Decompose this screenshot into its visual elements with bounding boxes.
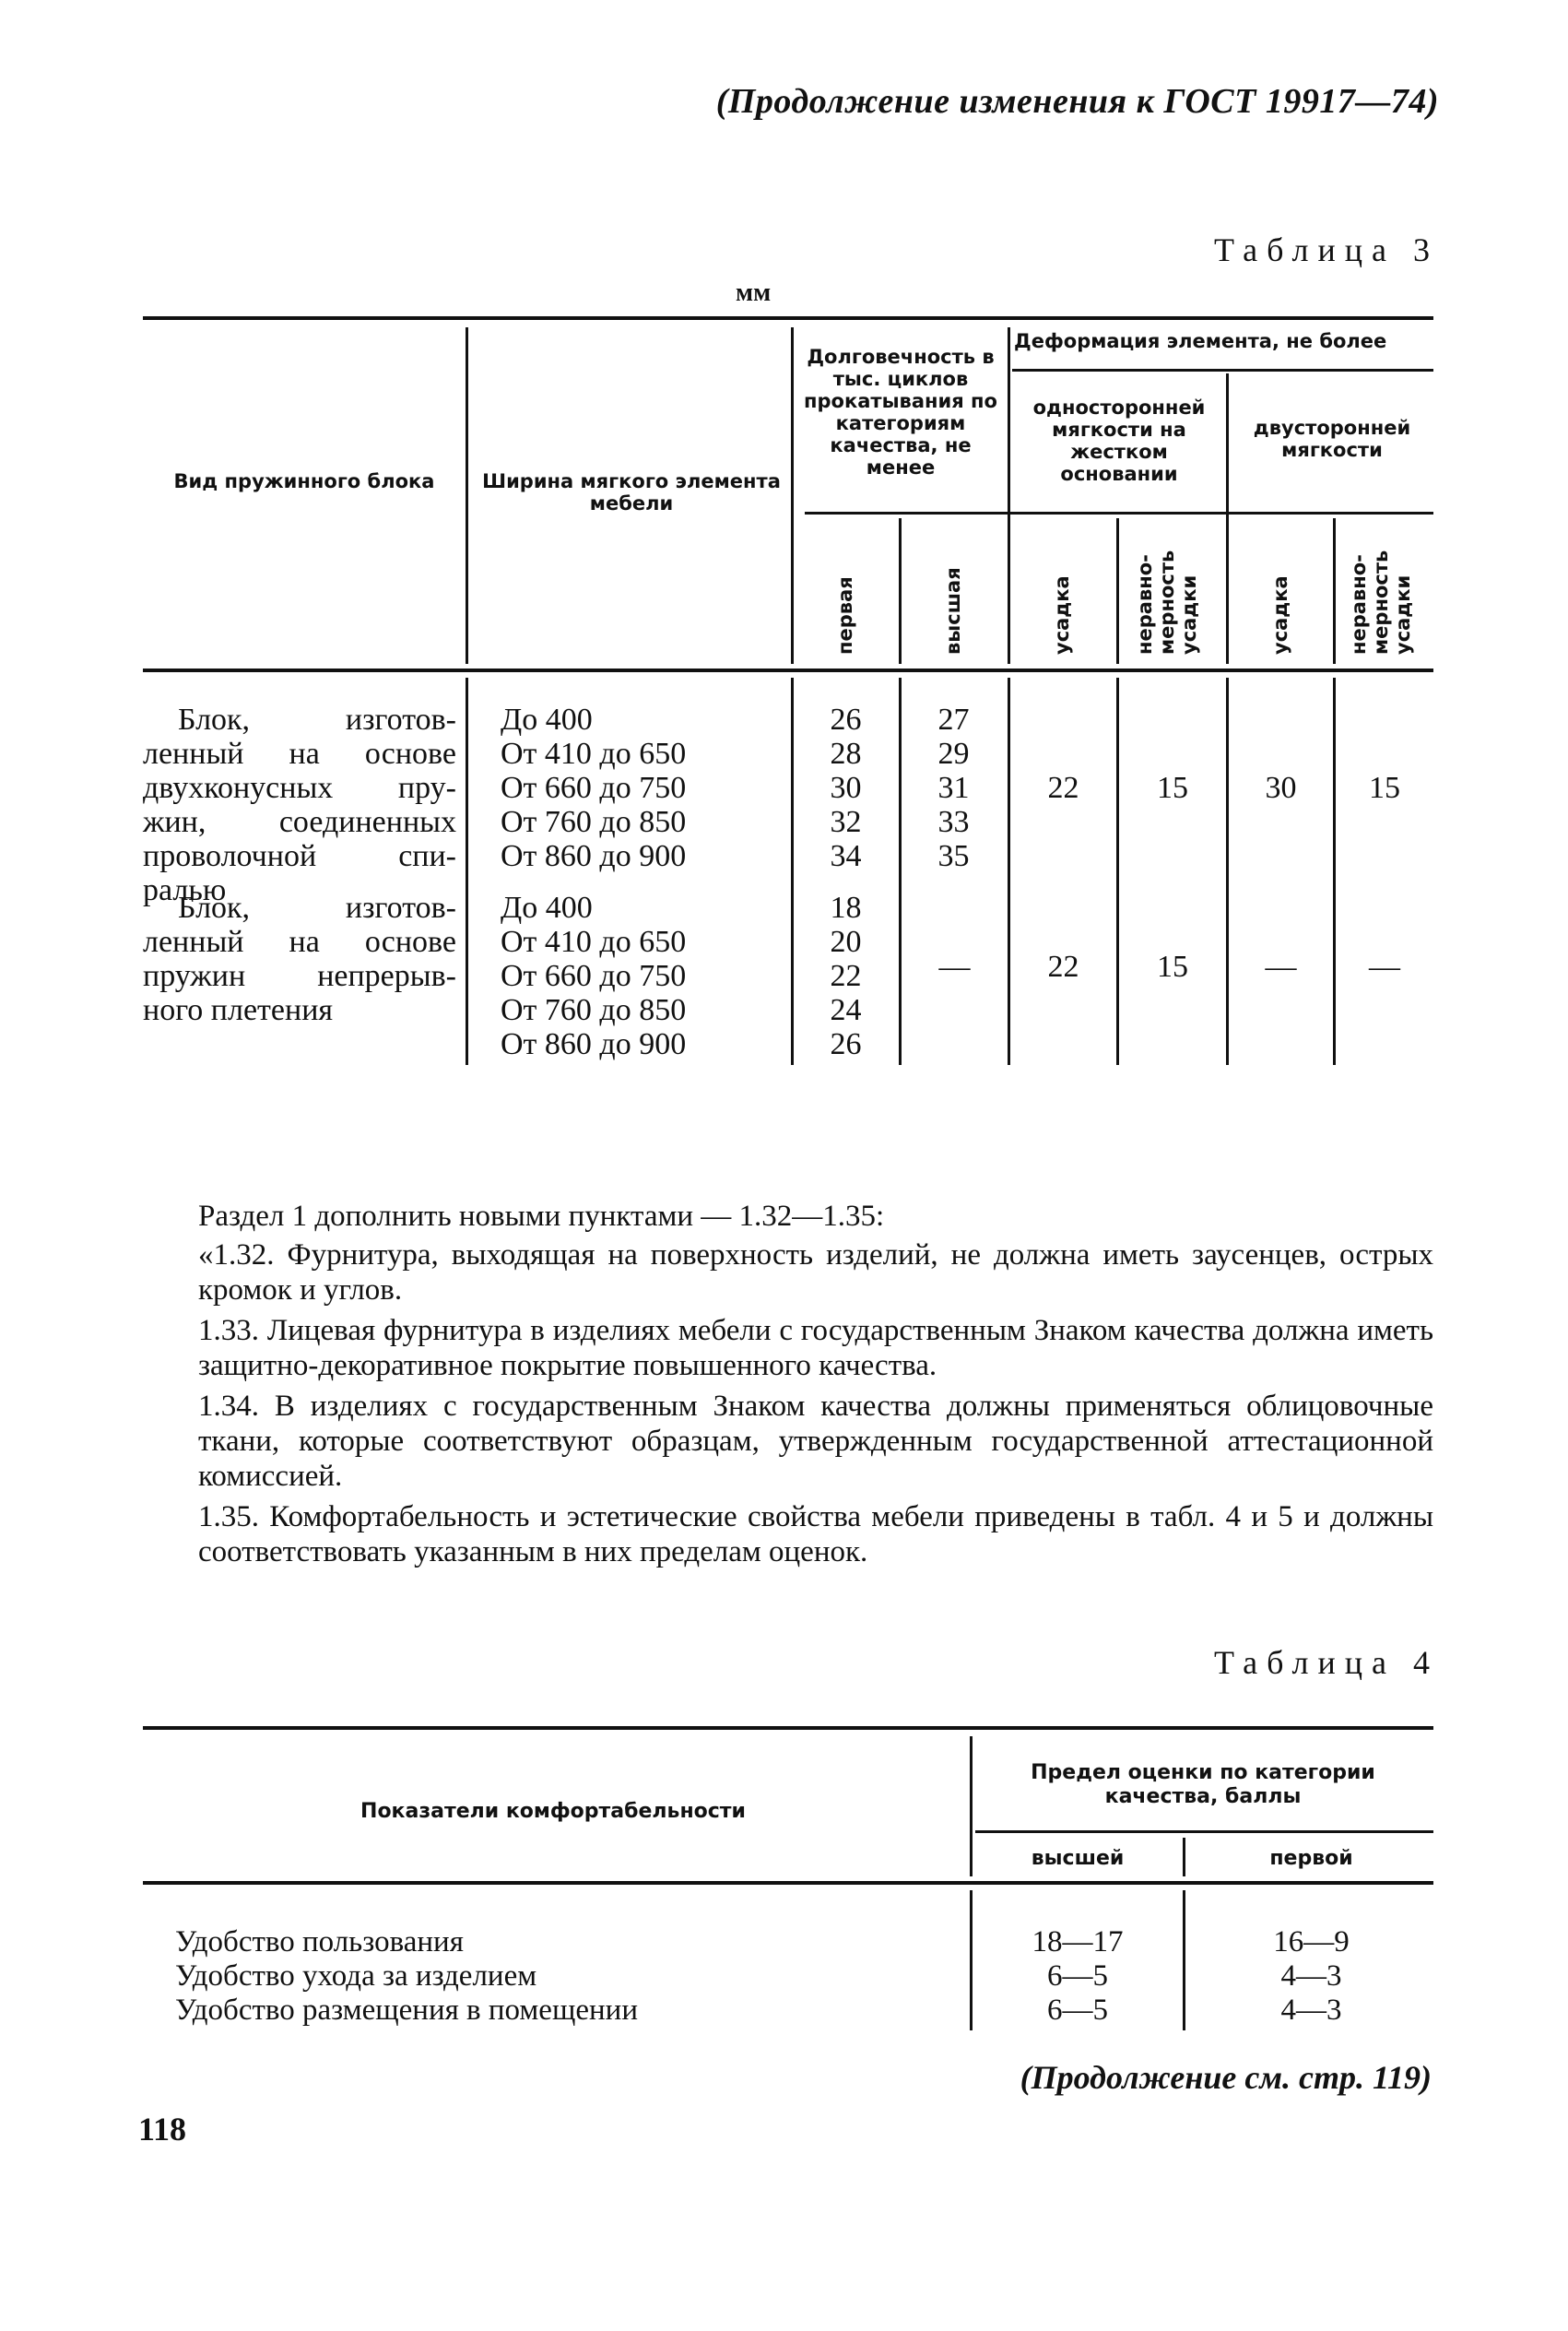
- width-value: До 400: [501, 891, 593, 925]
- table3-vline: [899, 678, 902, 1065]
- table3-group1-one-side-unevenness: 15: [1157, 771, 1188, 805]
- table3-header-one-side-shrinkage: усадка: [1051, 575, 1073, 655]
- table3-vline: [899, 518, 902, 664]
- page-header-continuation: (Продолжение изменения к ГОСТ 19917—74): [715, 82, 1439, 121]
- table3-group1-highest: [919, 703, 988, 873]
- type-line: ленный на основе: [143, 925, 456, 959]
- table4-header-highest: высшей: [1031, 1847, 1125, 1870]
- durability-value: 26: [830, 1027, 862, 1061]
- paragraph-text: 1.33. Лицевая фурнитура в изделиях мебели с государственным Знаком качества должна иметь защитно-декоративное покрытие повышенного качества.: [198, 1314, 1433, 1382]
- table3-vline: [1008, 678, 1010, 1065]
- paragraph-1-33: [143, 1313, 1433, 1383]
- durability-value: 31: [937, 771, 970, 805]
- type-line: Блок, изготов-: [178, 703, 456, 737]
- table3-title: Таблица 3: [1214, 231, 1439, 268]
- paragraph-text: 1.35. Комфортабельность и эстетические свойства мебели приведены в табл. 4 и 5 и должны соответствовать указанным в них пределам оценок.: [198, 1500, 1433, 1568]
- table4-vline: [1183, 1890, 1185, 2030]
- table3-group2-one-side-unevenness: 15: [1157, 950, 1188, 984]
- durability-value: 35: [937, 839, 970, 873]
- table4-row-highest: 6—5: [1047, 1994, 1108, 2027]
- width-value: До 400: [501, 703, 593, 737]
- table4-header-first: первой: [1269, 1847, 1353, 1870]
- table4-row-indicator: Удобство пользования: [175, 1925, 464, 1958]
- table3-header-two-side-shrinkage: усадка: [1269, 575, 1291, 655]
- table3-vline: [1116, 678, 1119, 1065]
- table3-header-one-side: односторонней мягкости на жестком основании: [1032, 396, 1206, 485]
- durability-value: 24: [830, 993, 862, 1027]
- durability-value: 27: [937, 703, 970, 737]
- table4-header-indicator: Показатели комфортабельности: [360, 1800, 746, 1823]
- table3-header-bottom-rule: [143, 669, 1433, 672]
- paragraph-1-34: [143, 1389, 1433, 1494]
- paragraph-1-32: [143, 1237, 1433, 1307]
- type-line: проволочной спи-: [143, 839, 456, 873]
- table3-group2-first: [811, 891, 880, 1061]
- table3-group2-type: [143, 891, 456, 1027]
- durability-value: 29: [937, 737, 970, 771]
- table3-group1-one-side-shrinkage: 22: [1047, 771, 1079, 805]
- paragraph-section-intro: [143, 1199, 1433, 1234]
- table3-group2-two-side-shrinkage: —: [1265, 950, 1297, 984]
- durability-value: 18: [830, 891, 862, 925]
- table3-top-rule: [143, 316, 1433, 320]
- table4-row-highest: 6—5: [1047, 1959, 1108, 1993]
- table3-header-one-side-unevenness: неравно-мерность усадки: [1134, 550, 1200, 655]
- table4-row-indicator: Удобство ухода за изделием: [175, 1959, 537, 1993]
- table4-vline: [1183, 1838, 1185, 1876]
- table3-deformation-rule: [1012, 369, 1433, 372]
- table4-title: Таблица 4: [1214, 1644, 1439, 1681]
- durability-value: 33: [937, 805, 970, 839]
- durability-value: 34: [830, 839, 862, 873]
- continuation-note: (Продолжение см. стр. 119): [1020, 2059, 1432, 2096]
- table3-group2-widths: [501, 891, 786, 1061]
- page-number: 118: [138, 2111, 187, 2148]
- width-value: От 410 до 650: [501, 737, 687, 771]
- table4-vline: [970, 1736, 973, 1876]
- table3-group1-widths: [501, 703, 786, 873]
- table3-unit: мм: [736, 278, 772, 307]
- width-value: От 860 до 900: [501, 839, 687, 873]
- type-line: пружин непрерыв-: [143, 959, 456, 993]
- table3-subheader-rule: [805, 512, 1433, 515]
- paragraph-1-35: [143, 1499, 1433, 1569]
- table4-header-bottom-rule: [143, 1881, 1433, 1885]
- table3-header-two-side-unevenness: неравно-мерность усадки: [1348, 550, 1414, 655]
- durability-value: 26: [830, 703, 862, 737]
- paragraph-text: «1.32. Фурнитура, выходящая на поверхность изделий, не должна иметь заусенцев, острых кромок и углов.: [198, 1238, 1433, 1307]
- table3-vline: [466, 678, 468, 1065]
- table3-vline: [791, 678, 794, 1065]
- width-value: От 860 до 900: [501, 1027, 687, 1061]
- table4-row-first: 4—3: [1280, 1994, 1342, 2027]
- table3-vline: [1333, 518, 1336, 664]
- width-value: От 760 до 850: [501, 805, 687, 839]
- width-value: От 660 до 750: [501, 771, 687, 805]
- table4-row-highest: 18—17: [1032, 1925, 1124, 1958]
- width-value: От 660 до 750: [501, 959, 687, 993]
- type-line: ралью: [143, 873, 227, 907]
- table3-vline: [1333, 678, 1336, 1065]
- durability-value: 32: [830, 805, 862, 839]
- table3-header-first: первая: [834, 576, 856, 655]
- durability-value: 30: [830, 771, 862, 805]
- table3-group2-one-side-shrinkage: 22: [1047, 950, 1079, 984]
- table4-row-first: 16—9: [1273, 1925, 1350, 1958]
- width-value: От 760 до 850: [501, 993, 687, 1027]
- table4-top-rule: [143, 1726, 1433, 1730]
- table3-vline: [1226, 373, 1229, 664]
- table4-row-indicator: Удобство размещения в помещении: [175, 1994, 638, 2027]
- table3-group2-two-side-unevenness: —: [1369, 950, 1400, 984]
- durability-value: 20: [830, 925, 862, 959]
- table3-vline: [1008, 327, 1010, 664]
- durability-value: 28: [830, 737, 862, 771]
- table3-vline: [1226, 678, 1229, 1065]
- table3-group1-first: [811, 703, 880, 873]
- table3-group1-two-side-shrinkage: 30: [1265, 771, 1297, 805]
- table3-group2-highest: —: [938, 950, 971, 984]
- table3-group1-two-side-unevenness: 15: [1369, 771, 1400, 805]
- table3-header-highest: высшая: [942, 567, 964, 655]
- table3-header-two-side: двусторонней мягкости: [1253, 417, 1411, 461]
- table3-group1-type: [143, 703, 456, 907]
- table3-header-width: Ширина мягкого элемента мебели: [482, 470, 781, 515]
- type-line: жин, соединенных: [143, 805, 456, 839]
- table4-vline: [970, 1890, 973, 2030]
- type-line: двухконусных пру-: [143, 771, 456, 805]
- table3-header-durability: Долговечность в тыс. циклов прокатывания по категориям качества, не менее: [804, 346, 997, 479]
- durability-value: 22: [830, 959, 862, 993]
- table3-vline: [466, 327, 468, 664]
- table3-vline: [791, 327, 794, 664]
- paragraph-text: 1.34. В изделиях с государственным Знаком качества должны применяться облицовочные ткани, которые соответствуют образцам, утвержденным государственной аттестационной комиссией.: [198, 1390, 1433, 1493]
- width-value: От 410 до 650: [501, 925, 687, 959]
- type-line: ленный на основе: [143, 737, 456, 771]
- table4-header-limit: Предел оценки по категории качества, баллы: [1031, 1761, 1375, 1808]
- table3-header-type: Вид пружинного блока: [173, 470, 435, 492]
- type-line: ного плетения: [143, 993, 334, 1027]
- table3-vline: [1116, 518, 1119, 664]
- table4-subheader-rule: [975, 1830, 1433, 1833]
- paragraph-text: Раздел 1 дополнить новыми пунктами — 1.32—1.35:: [198, 1200, 885, 1233]
- table4-row-first: 4—3: [1280, 1959, 1342, 1993]
- table3-header-deformation: Деформация элемента, не более: [1014, 330, 1387, 352]
- type-line: Блок, изготов-: [178, 891, 456, 925]
